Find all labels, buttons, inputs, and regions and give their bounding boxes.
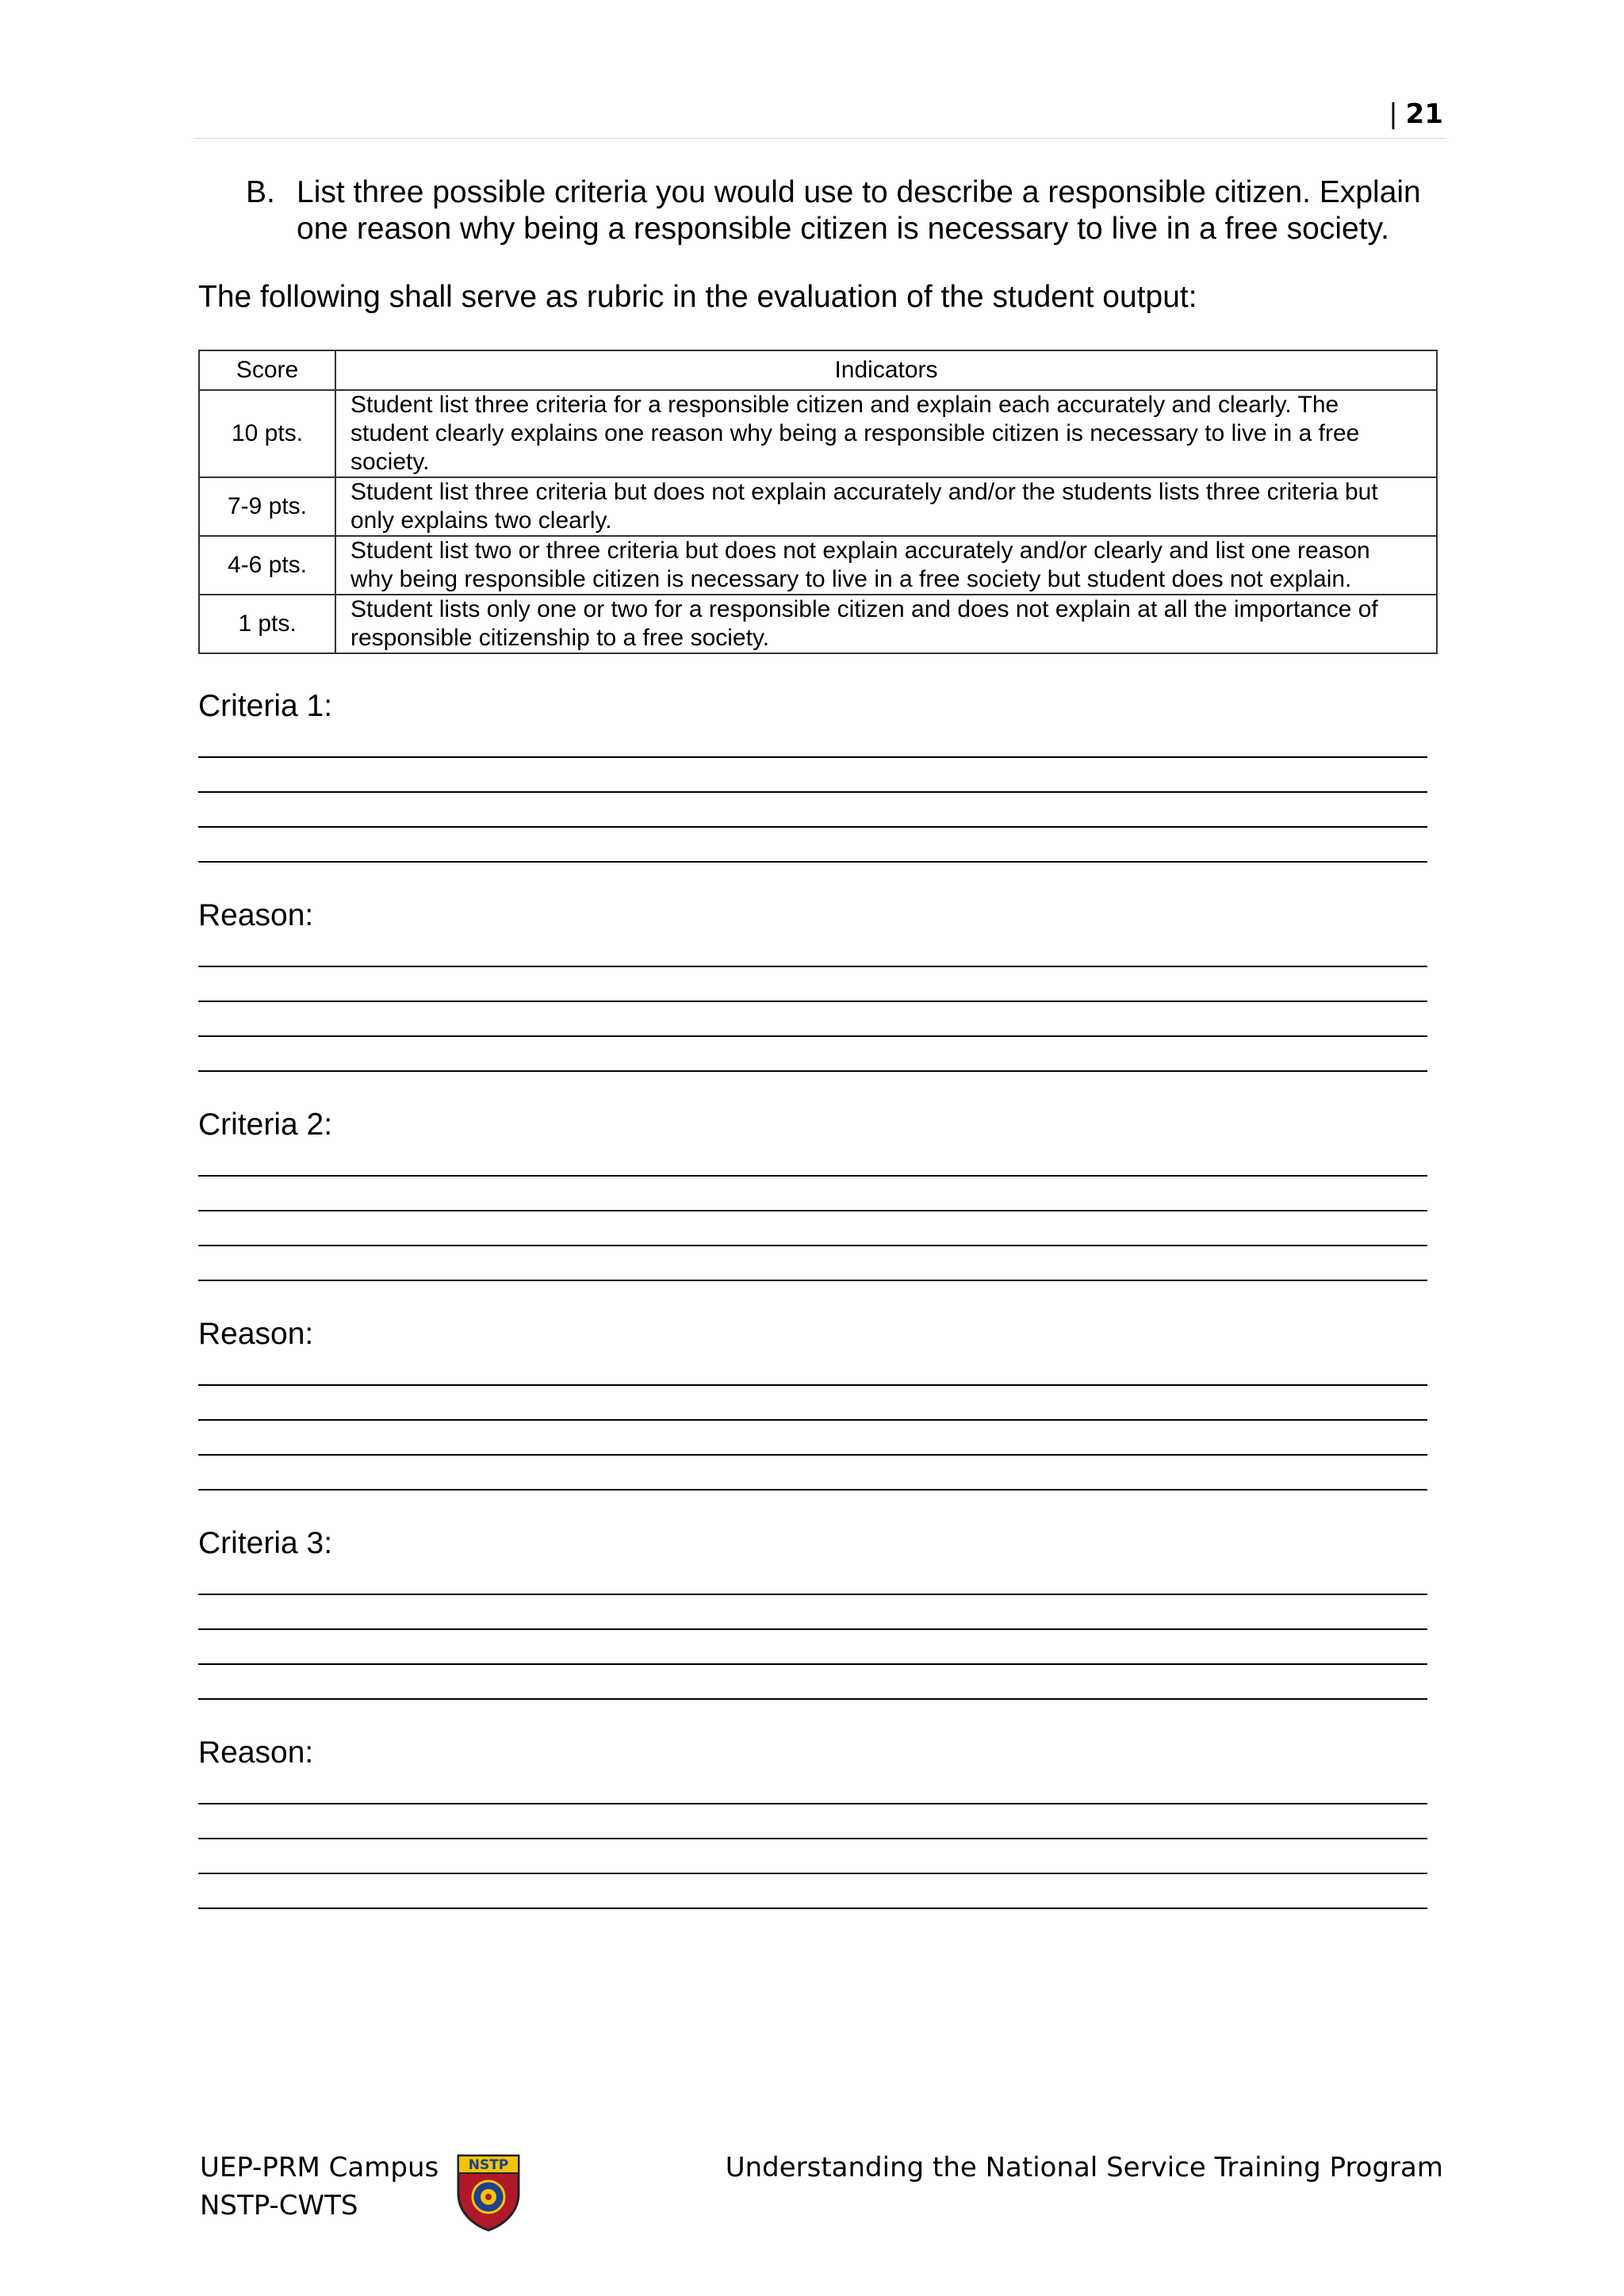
reason-1-answer-line-3[interactable] bbox=[198, 1035, 1427, 1037]
reason-1-answer-line-4[interactable] bbox=[198, 1070, 1427, 1072]
footer-program-title: Understanding the National Service Training Program bbox=[725, 2152, 1443, 2183]
indicator-line: responsible citizenship to a free society. bbox=[350, 625, 770, 651]
indicator-line: student clearly explains one reason why being a responsible citizen is necessary to live in a free bbox=[350, 420, 1360, 446]
indicator-line: Student list three criteria for a responsible citizen and explain each accurately and clearly. The bbox=[350, 392, 1339, 418]
table-row bbox=[199, 536, 1437, 595]
indicator-cell bbox=[335, 595, 1437, 653]
table-row bbox=[199, 477, 1437, 536]
logo-text: NSTP bbox=[468, 2157, 509, 2173]
rubric-table bbox=[198, 350, 1438, 654]
page-number: | 21 bbox=[1388, 98, 1443, 130]
indicator-line: Student list three criteria but does not explain accurately and/or the students lists three criteria but bbox=[350, 479, 1378, 505]
nstp-logo-icon bbox=[454, 2152, 523, 2232]
question-b bbox=[246, 174, 1467, 247]
reason-3-answer-line-2[interactable] bbox=[198, 1838, 1427, 1839]
indicator-line: society. bbox=[350, 449, 430, 475]
footer-left bbox=[200, 2149, 439, 2225]
reason-2-answer-line-2[interactable] bbox=[198, 1419, 1427, 1421]
criteria-2-answer-line-2[interactable] bbox=[198, 1210, 1427, 1211]
reason-3-answer-line-1[interactable] bbox=[198, 1803, 1427, 1804]
reason-2-answer-line-1[interactable] bbox=[198, 1384, 1427, 1386]
score-cell: 7-9 pts. bbox=[199, 477, 335, 536]
table-row bbox=[199, 595, 1437, 653]
indicator-cell bbox=[335, 477, 1437, 536]
criteria-1-label: Criteria 1: bbox=[198, 689, 333, 723]
page-number-value: 21 bbox=[1405, 98, 1443, 130]
footer-campus: UEP-PRM Campus bbox=[200, 2152, 439, 2183]
criteria-2-answer-line-1[interactable] bbox=[198, 1175, 1427, 1177]
indicators-header: Indicators bbox=[335, 350, 1437, 390]
criteria-3-answer-line-1[interactable] bbox=[198, 1594, 1427, 1595]
criteria-3-answer-line-4[interactable] bbox=[198, 1698, 1427, 1700]
reason-3-label: Reason: bbox=[198, 1735, 314, 1770]
score-cell: 10 pts. bbox=[199, 390, 335, 477]
reason-2-label: Reason: bbox=[198, 1317, 314, 1351]
criteria-3-answer-line-2[interactable] bbox=[198, 1628, 1427, 1630]
header-rule bbox=[193, 138, 1446, 139]
reason-1-answer-line-1[interactable] bbox=[198, 966, 1427, 967]
criteria-1-answer-line-4[interactable] bbox=[198, 861, 1427, 863]
footer-program: NSTP-CWTS bbox=[200, 2190, 358, 2221]
reason-2-answer-line-3[interactable] bbox=[198, 1454, 1427, 1456]
rubric-intro: The following shall serve as rubric in the evaluation of the student output: bbox=[198, 280, 1197, 314]
indicator-line: why being responsible citizen is necessary to live in a free society but student does not explain. bbox=[350, 566, 1352, 592]
reason-1-label: Reason: bbox=[198, 898, 314, 932]
indicator-line: only explains two clearly. bbox=[350, 507, 612, 534]
criteria-2-label: Criteria 2: bbox=[198, 1108, 333, 1142]
indicator-line: Student lists only one or two for a responsible citizen and does not explain at all the importance of bbox=[350, 596, 1378, 622]
score-header: Score bbox=[199, 350, 335, 390]
score-cell: 1 pts. bbox=[199, 595, 335, 653]
criteria-1-answer-line-3[interactable] bbox=[198, 826, 1427, 828]
score-cell: 4-6 pts. bbox=[199, 536, 335, 595]
criteria-3-answer-line-3[interactable] bbox=[198, 1663, 1427, 1665]
criteria-2-answer-line-3[interactable] bbox=[198, 1245, 1427, 1246]
indicator-cell bbox=[335, 390, 1437, 477]
criteria-2-answer-line-4[interactable] bbox=[198, 1280, 1427, 1281]
indicator-cell bbox=[335, 536, 1437, 595]
reason-3-answer-line-3[interactable] bbox=[198, 1873, 1427, 1874]
question-label: B. bbox=[246, 175, 275, 209]
reason-2-answer-line-4[interactable] bbox=[198, 1489, 1427, 1490]
rubric-header-row bbox=[199, 350, 1437, 390]
question-text-line1: List three possible criteria you would use to describe a responsible citizen. Explain bbox=[297, 175, 1421, 209]
indicator-line: Student list two or three criteria but does not explain accurately and/or clearly and list one reason bbox=[350, 538, 1370, 564]
criteria-1-answer-line-1[interactable] bbox=[198, 756, 1427, 758]
table-row bbox=[199, 390, 1437, 477]
reason-1-answer-line-2[interactable] bbox=[198, 1001, 1427, 1002]
criteria-1-answer-line-2[interactable] bbox=[198, 791, 1427, 793]
criteria-3-label: Criteria 3: bbox=[198, 1526, 333, 1560]
question-text-line2: one reason why being a responsible citizen is necessary to live in a free society. bbox=[297, 212, 1390, 246]
reason-3-answer-line-4[interactable] bbox=[198, 1908, 1427, 1909]
